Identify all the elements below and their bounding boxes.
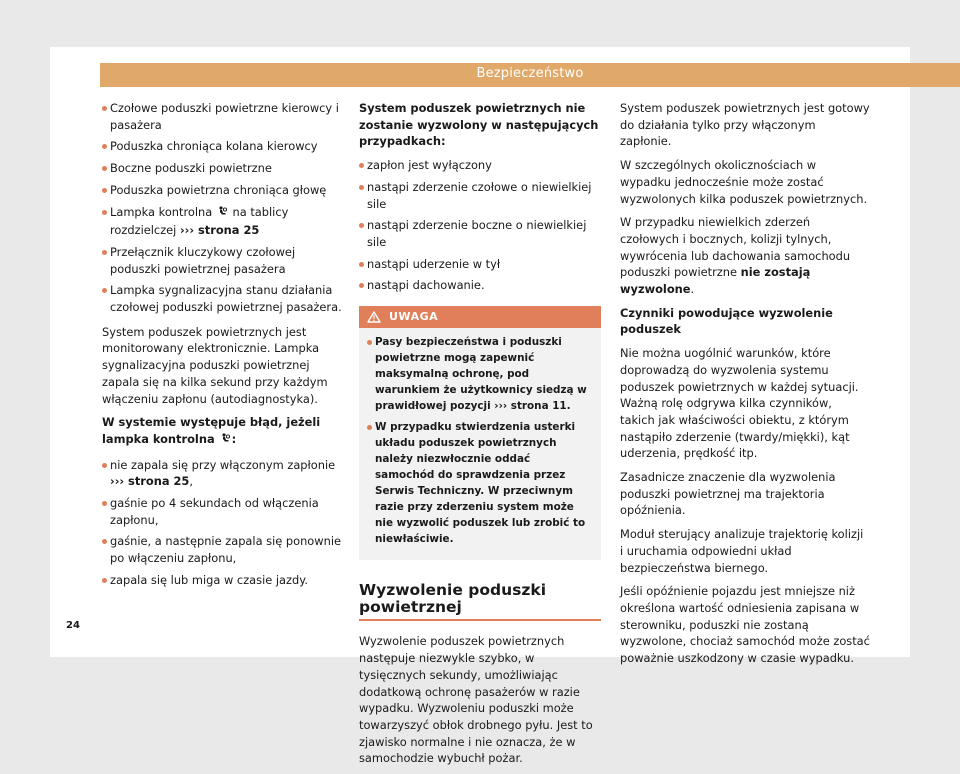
list-item: Lampka sygnalizacyjna stanu działania czołowej poduszki powietrznej pasażera.: [102, 282, 344, 315]
warning-header: [359, 306, 601, 328]
header-bar: [100, 63, 960, 87]
non-deploy-list: [359, 157, 601, 294]
warning-item-text: Pasy bezpieczeństwa i poduszki powietrzne mogą zapewnić maksymalną ochronę, pod warunkiem że użytkownicy siedzą w prawidłowej pozycji: [375, 336, 587, 413]
error-list: [102, 457, 344, 589]
paragraph-text: W przypadku niewielkich zderzeń czołowych i bocznych, kolizji tylnych, wywrócenia lub dachowania samochodu poduszki powietrzne: [620, 215, 851, 280]
page-number: 24: [66, 620, 80, 631]
error-heading-text: W systemie występuje błąd, jeżeli lampka kontrolna: [102, 415, 321, 446]
list-item: Poduszka powietrzna chroniąca głowę: [102, 182, 344, 199]
list-item: [102, 457, 344, 490]
paragraph: Zasadnicze znaczenie dla wyzwolenia poduszki powietrznej ma trajektoria opóźnienia.: [620, 470, 836, 518]
paragraph: Moduł sterujący analizuje trajektorię kolizji i uruchamia odpowiedni układ bezpieczeństwa biernego.: [620, 527, 864, 575]
paragraph: Nie można uogólnić warunków, które doprowadzą do wyzwolenia systemu poduszek powietrznych w każdej sytuacji. Ważną rolę odgrywa kilka czynników, takich jak właściwości obiektu, z którym nastąpiło zderzenie (twardy/miękki), kąt uderzenia, prędkość itp.: [620, 346, 859, 461]
paragraph: System poduszek powietrznych jest gotowy do działania tylko przy włączonym zapłonie.: [620, 101, 870, 149]
list-item: Przełącznik kluczykowy czołowej poduszki powietrznej pasażera: [102, 244, 344, 277]
factors-heading: Czynniki powodujące wyzwolenie poduszek: [620, 305, 833, 337]
error-heading-colon: :: [231, 431, 237, 446]
paragraph: [620, 214, 870, 298]
list-item: gaśnie, a następnie zapala się ponownie po włączeniu zapłonu,: [102, 533, 344, 566]
paragraph: Jeśli opóźnienie pojazdu jest mniejsze niż określona wartość odniesienia zapisana w sterowniku, poduszki nie zostaną wyzwolone, chociaż samochód może zostać poważnie uszkodzony w czasie wypadku.: [620, 584, 870, 666]
list-item: nastąpi uderzenie w tył: [359, 256, 601, 273]
list-item: W przypadku stwierdzenia usterki układu poduszek powietrznych należy niezwłocznie oddać samochód do sprawdzenia przez Serwis Techniczny. W przeciwnym razie przy zderzeniu system może nie wyzwolić poduszek lub zrobić to niewłaściwie.: [367, 419, 593, 547]
list-item: [367, 334, 593, 414]
list-item: zapłon jest wyłączony: [359, 157, 601, 174]
page-reference-link[interactable]: ››› strona 25: [179, 223, 260, 238]
column-1: [102, 100, 344, 594]
paragraph-tail: .: [690, 282, 695, 297]
list-item: Boczne poduszki powietrzne: [102, 160, 344, 177]
error-heading: [102, 414, 344, 449]
paragraph: W szczególnych okolicznościach w wypadku jednocześnie może zostać wyzwolonych kilka poduszek powietrznych.: [620, 158, 868, 206]
warning-triangle-icon: [367, 311, 381, 323]
list-item: nastąpi zderzenie boczne o niewielkiej sile: [359, 217, 601, 250]
page-reference-link[interactable]: ››› strona 11.: [494, 400, 571, 413]
airbag-warning-icon: [216, 206, 229, 223]
list-item: gaśnie po 4 sekundach od włączenia zapłonu,: [102, 495, 344, 528]
list-item-text: nie zapala się przy włączonym zapłonie: [110, 457, 336, 472]
list-item: [102, 204, 344, 239]
list-item: Czołowe poduszki powietrzne kierowcy i pasażera: [102, 100, 344, 133]
column-2: [359, 100, 601, 774]
airbag-warning-icon: [219, 433, 232, 450]
airbag-list: [102, 100, 344, 316]
list-item: nastąpi dachowanie.: [359, 277, 601, 294]
lamp-item-post: na tablicy rozdzielczej: [110, 204, 289, 238]
section-title: Wyzwolenie poduszki powietrznej: [359, 582, 601, 621]
warning-box: [359, 306, 601, 560]
warning-label: UWAGA: [389, 309, 439, 323]
list-item: zapala się lub miga w czasie jazdy.: [102, 572, 344, 589]
list-item: nastąpi zderzenie czołowe o niewielkiej sile: [359, 179, 601, 212]
non-deploy-heading: System poduszek powietrznych nie zostanie wyzwolony w następujących przypadkach:: [359, 101, 599, 149]
section-paragraph: Wyzwolenie poduszek powietrznych następuje niezwykle szybko, w tysięcznych sekundy, umożliwiając dodatkową ochronę pasażerów w razie wypadku. Wyzwoleniu poduszki może towarzyszyć obłok drobnego pyłu. Jest to zjawisko normalne i nie oznacza, że w samochodzie wybuchł pożar.: [359, 634, 593, 766]
list-item-tail: ,: [189, 474, 193, 489]
page-title: Bezpieczeństwo: [476, 66, 584, 81]
column-3: [620, 100, 870, 674]
monitoring-paragraph: System poduszek powietrznych jest monitorowany elektronicznie. Lampka sygnalizacyjna poduszki powietrznej zapala się na kilka sekund przy każdym włączeniu zapłonu (autodiagnostyka).: [102, 324, 328, 406]
lamp-item-pre: Lampka kontrolna: [110, 204, 213, 219]
list-item: Poduszka chroniąca kolana kierowcy: [102, 138, 344, 155]
paragraph-bold-text: nie zostają wyzwolone: [620, 265, 811, 297]
warning-list: [359, 328, 601, 547]
page-reference-link[interactable]: ››› strona 25: [110, 474, 190, 489]
